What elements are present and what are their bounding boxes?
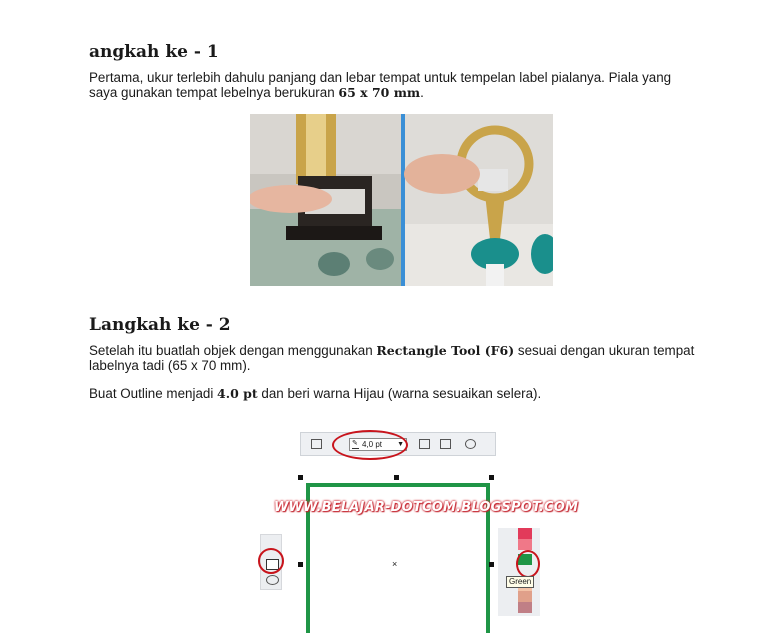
color-tooltip: Green: [506, 576, 534, 588]
step2-text-end: sesuai dengan ukuran tempat labelnya tadi (65 x 70 mm).: [89, 343, 695, 373]
step1-paragraph: [89, 70, 699, 100]
coreldraw-screenshot: [260, 430, 579, 630]
selection-handle[interactable]: [489, 475, 494, 480]
selection-handle[interactable]: [298, 475, 303, 480]
chevron-down-icon: ▼: [397, 441, 404, 448]
step1-text-end: .: [420, 85, 424, 100]
selection-handle[interactable]: [298, 562, 303, 567]
selection-handle[interactable]: [489, 562, 494, 567]
step2-text: Setelah itu buatlah objek dengan menggunakan: [89, 343, 377, 358]
swatch[interactable]: [518, 539, 532, 550]
wrap-icon[interactable]: [311, 439, 322, 449]
swatch-highlight-ring: [516, 550, 540, 578]
step1-size: 65 x 70 mm: [338, 85, 421, 100]
to-front-icon[interactable]: [419, 439, 430, 449]
ellipse-tool-icon[interactable]: [266, 575, 279, 585]
outline-text-end: dan beri warna Hijau (warna sesuaikan selera).: [257, 386, 542, 401]
pen-icon: ✎: [352, 440, 358, 447]
selection-handle[interactable]: [394, 475, 399, 480]
step1-heading: angkah ke - 1: [89, 42, 219, 62]
swatch[interactable]: [518, 528, 532, 539]
trophy-photos: [250, 114, 553, 286]
step2-paragraph-2: [89, 386, 699, 401]
step2-paragraph-1: [89, 343, 699, 373]
step1-text: Pertama, ukur terlebih dahulu panjang dan lebar tempat untuk tempelan label pialanya. Piala yang saya gunakan tempat lebelnya berukuran: [89, 70, 672, 100]
outline-text: Buat Outline menjadi: [89, 386, 218, 401]
tool-highlight-ring: [258, 548, 284, 574]
swatch[interactable]: [518, 602, 532, 613]
watermark: WWW.BELAJAR-DOTCOM.BLOGSPOT.COM: [274, 500, 579, 515]
outline-highlight-ring: [332, 430, 408, 460]
swatch[interactable]: [518, 591, 532, 602]
center-mark: ×: [392, 559, 398, 569]
outline-value-text: 4.0 pt: [217, 386, 258, 401]
step2-heading: Langkah ke - 2: [89, 315, 231, 335]
convert-curves-icon[interactable]: [465, 439, 476, 449]
to-back-icon[interactable]: [440, 439, 451, 449]
outline-width-value: 4,0 pt: [362, 440, 383, 449]
rectangle-tool-name: Rectangle Tool (F6): [376, 343, 515, 358]
